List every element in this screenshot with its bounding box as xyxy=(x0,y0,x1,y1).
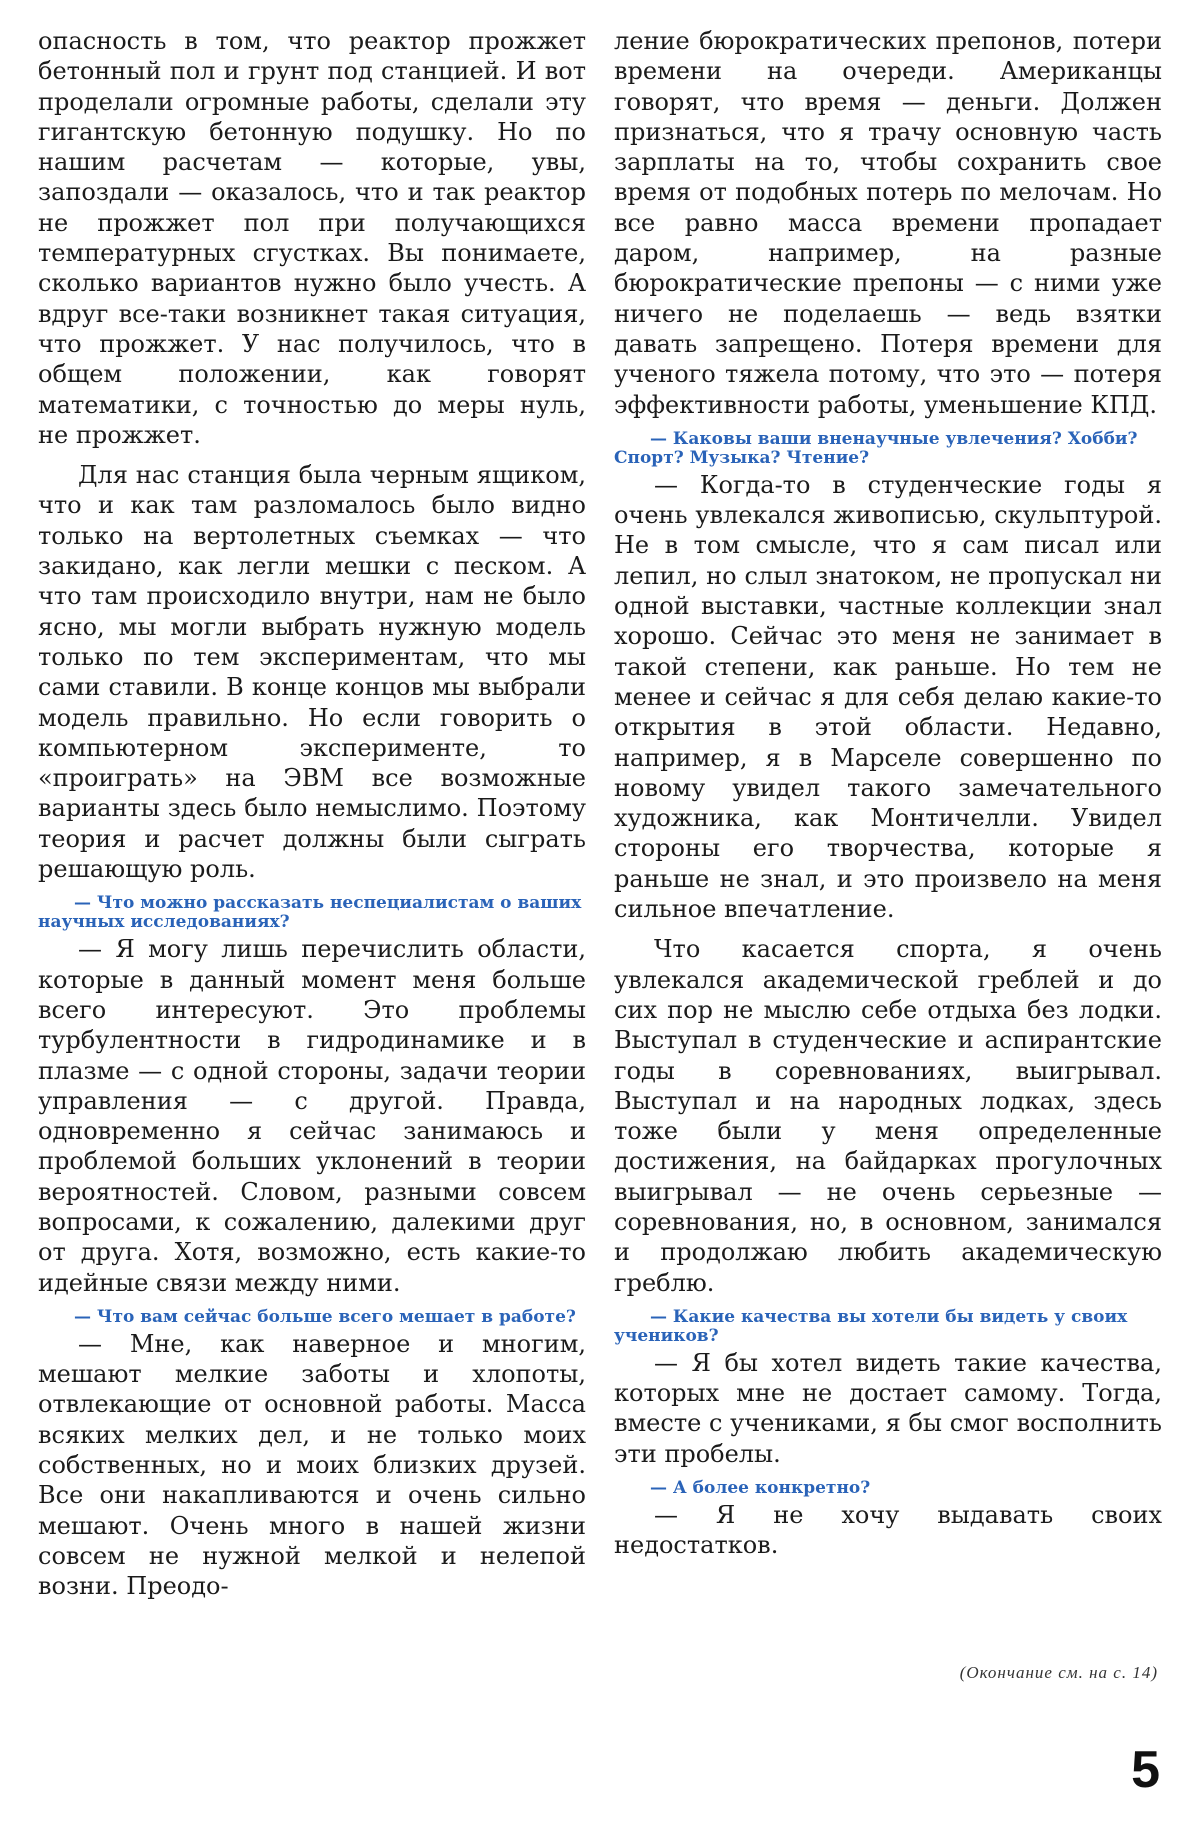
interview-answer: — Я не хочу выдавать своих недостатков. xyxy=(614,1501,1162,1560)
paragraph: Что касается спорта, я очень увлекался академической греблей и до сих пор не мыслю себе отдыха без лодки. Выступал в студенческие и аспирантские годы в соревнованиях, выигрывал. Выступал и на народных лодках, здесь тоже были у меня определенные достижения, на байдарках прогулочных выигрывал — не очень серьезные — соревнования, но, в основном, занимался и продолжаю любить академическую греблю. xyxy=(614,935,1162,1297)
interview-question: — Что можно рассказать неспециалистам о ваших научных исследованиях? xyxy=(38,893,582,933)
interview-answer: — Мне, как наверное и многим, мешают мелкие заботы и хлопоты, отвлекающие от основной работы. Масса всяких мелких дел, и не только моих собственных, но и моих близких друзей. Все они накапливаются и очень сильно мешают. Очень много в нашей жизни совсем не нужной мелкой и нелепой возни. Преодо- xyxy=(38,1329,586,1601)
interview-question: — Каковы ваши вненаучные увлечения? Хобби? Спорт? Музыка? Чтение? xyxy=(614,428,1138,468)
continuation-note: (Окончание см. на с. 14) xyxy=(959,1663,1158,1682)
interview-answer: — Я могу лишь перечислить области, которые в данный момент меня больше всего интересуют. Это проблемы турбулентности в гидродинамике и в плазме — с одной стороны, задачи теории управления — с другой. Правда, одновременно я сейчас занимаюсь и проблемой больших уклонений в теории вероятностей. Словом, разными совсем вопросами, к сожалению, далекими друг от друга. Хотя, возможно, есть какие-то идейные связи между ними. xyxy=(38,935,586,1297)
interview-question: — Какие качества вы хотели бы видеть у своих учеников? xyxy=(614,1306,1128,1346)
paragraph: Для нас станция была черным ящиком, что и как там разломалось было видно только на вертолетных съемках — что закидано, как легли мешки с песком. А что там происходило внутри, нам не было ясно, мы могли выбрать нужную модель только по тем экспериментам, что мы сами ставили. В конце концов мы выбрали модель правильно. Но если говорить о компьютерном эксперименте, то «проиграть» на ЭВМ все возможные варианты здесь было немыслимо. Поэтому теория и расчет должны были сыграть решающую роль. xyxy=(38,461,586,884)
interview-question: — А более конкретно? xyxy=(650,1478,871,1499)
left-column xyxy=(38,26,586,1602)
interview-question: — Что вам сейчас больше всего мешает в работе? xyxy=(74,1306,576,1327)
interview-answer: — Когда-то в студенческие годы я очень увлекался живописью, скульптурой. Не в том смысле, что я сам писал или лепил, но слыл знатоком, не пропускал ни одной выставки, частные коллекции знал хорошо. Сейчас это меня не занимает в такой степени, как раньше. Но тем не менее и сейчас я для себя делаю какие-то открытия в этой области. Недавно, например, я в Марселе совершенно по новому увидел такого замечательного художника, как Монтичелли. Увидел стороны его творчества, которые я раньше не знал, и это произвело на меня сильное впечатление. xyxy=(614,470,1162,924)
right-column xyxy=(614,26,1162,1561)
paragraph: опасность в том, что реактор прожжет бетонный пол и грунт под станцией. И вот проделали огромные работы, сделали эту гигантскую бетонную подушку. Но по нашим расчетам — которые, увы, запоздали — оказалось, что и так реактор не прожжет пол при получающихся температурных сгустках. Вы понимаете, сколько вариантов нужно было учесть. А вдруг все-таки возникнет такая ситуация, что прожжет. У нас получилось, что в общем положении, как говорят математики, с точностью до меры нуль, не прожжет. xyxy=(38,27,586,449)
paragraph: ление бюрократических препонов, потери времени на очереди. Американцы говорят, что время — деньги. Должен признаться, что я трачу основную часть зарплаты на то, чтобы сохранить свое время от подобных потерь по мелочам. Но все равно масса времени пропадает даром, например, на разные бюрократические препоны — с ними уже ничего не поделаешь — ведь взятки давать запрещено. Потеря времени для ученого тяжела потому, что это — потеря эффективности работы, уменьшение КПД. xyxy=(614,27,1162,419)
page-number: 5 xyxy=(1131,1741,1160,1799)
interview-answer: — Я бы хотел видеть такие качества, которых мне не достает самому. Тогда, вместе с учениками, я бы смог восполнить эти пробелы. xyxy=(614,1348,1162,1468)
